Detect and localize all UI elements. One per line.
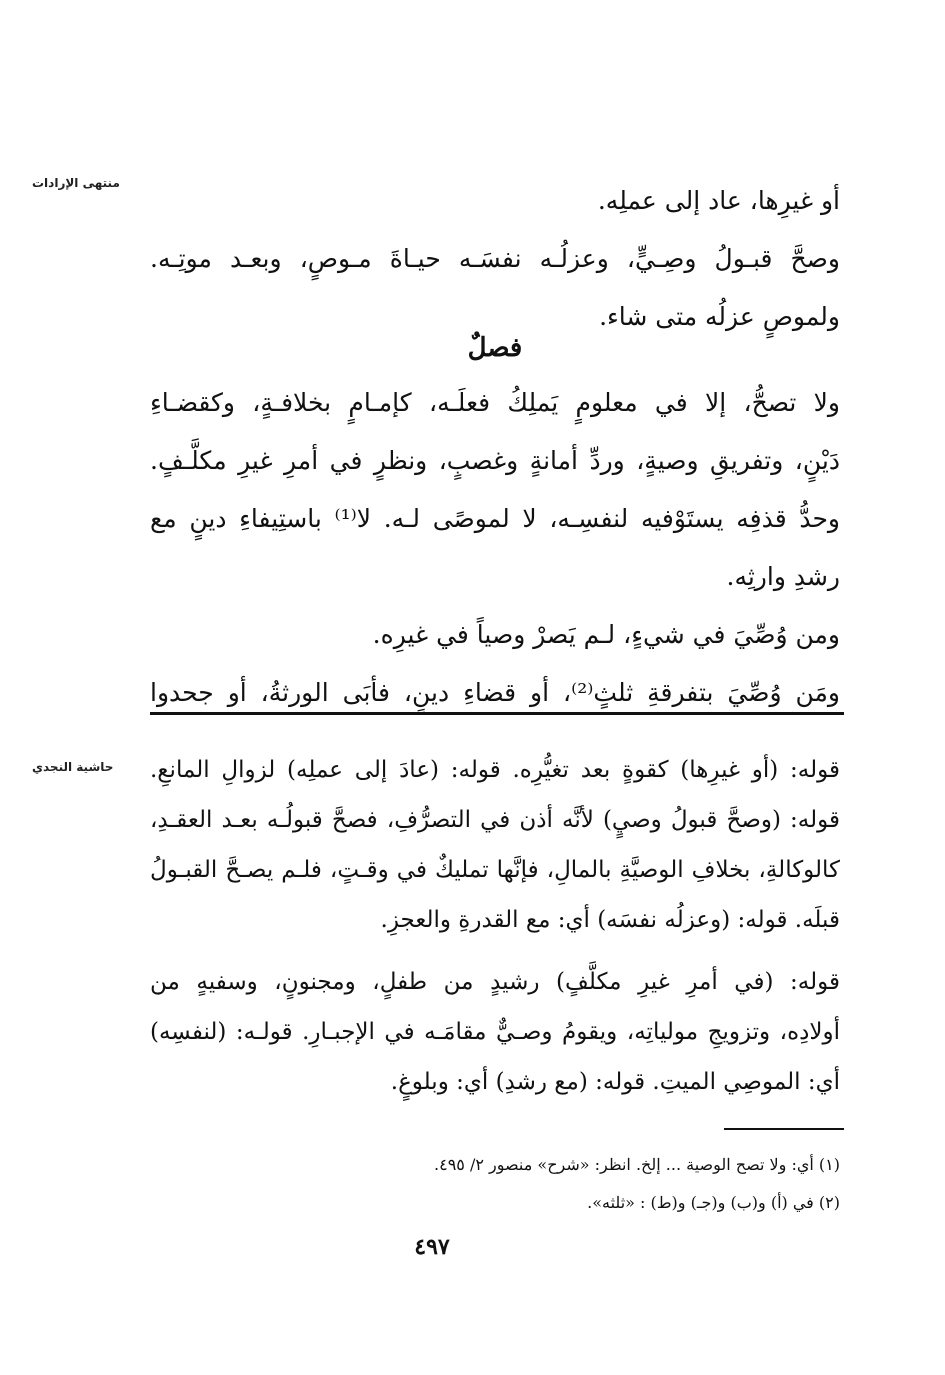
main-line: أو غيرِها، عاد إلى عملِه. <box>597 186 840 215</box>
commentary-text <box>150 745 840 1107</box>
commentary-line: كالوكالةِ، بخلافِ الوصيَّةِ بالمالِ، فإنَّها تمليكٌ في وقـتٍ، فلـم يصـحَّ القبـولُ <box>150 857 840 883</box>
section-heading: فصلٌ <box>467 333 523 363</box>
main-line: ومَن وُصِّيَ بتفرقةِ ثلثٍ⁽²⁾، أو قضاءِ دينٍ، فأبَى الورثةُ، أو جحدوا <box>150 678 840 707</box>
main-text-upper <box>150 172 840 346</box>
main-line: وصحَّ قبـولُ وصِـيٍّ، وعزلُـه نفسَـه حيـاةَ مـوصٍ، وبعـد موتِـه. <box>150 244 840 273</box>
commentary-line: قبلَه. قوله: (وعزلُه نفسَه) أي: مع القدرةِ والعجزِ. <box>380 907 840 933</box>
main-divider-rule <box>150 712 844 715</box>
main-line: وحدُّ قذفِه يستَوْفيه لنفسِـه، لا لموصًى لـه. لا⁽¹⁾ باستِيفاءِ دينٍ مع <box>150 504 840 533</box>
main-line: رشدِ وارثِه. <box>726 562 840 591</box>
side-label-commentary-title: حاشية النجدي <box>32 760 114 774</box>
side-label-source-title: منتهى الإرادات <box>32 176 120 190</box>
footnote-1: (١) أي: ولا تصح الوصية ... إلخ. انظر: «شرح» منصور ٢/ ٤٩٥. <box>434 1155 840 1174</box>
commentary-line: قوله: (وصحَّ قبولُ وصيٍ) لأنَّه أذن في التصرُّفِ، فصحَّ قبولُـه بعـد العقـدِ، <box>150 807 840 833</box>
footnote-divider-rule <box>724 1128 844 1130</box>
footnote-2: (٢) في (أ) و(ب) و(جـ) و(ط) : «ثلثه». <box>587 1193 840 1212</box>
commentary-line: قوله: (في أمرِ غيرِ مكلَّفٍ) رشيدٍ من طفلٍ، ومجنونٍ، وسفيهٍ من <box>150 969 840 995</box>
footnotes <box>150 1146 840 1222</box>
main-line: دَيْنٍ، وتفريقِ وصيةٍ، وردِّ أمانةٍ وغصبٍ، ونظرٍ في أمرِ غيرِ مكلَّـفٍ. <box>150 446 840 475</box>
main-line: ولا تصحُّ، إلا في معلومٍ يَملِكُ فعلَـه، كإمـامٍ بخلافـةٍ، وكقضـاءِ <box>150 388 840 417</box>
main-line: ومن وُصِّيَ في شيءٍ، لـم يَصرْ وصياً في غيرِه. <box>372 620 840 649</box>
page-number: ٤٩٧ <box>414 1234 450 1260</box>
commentary-line: قوله: (أو غيرِها) كقوةٍ بعد تغيُّرِه. قوله: (عادَ إلى عملِه) لزوالِ المانعِ. <box>150 757 840 783</box>
main-line: ولموصٍ عزلُه متى شاء. <box>599 302 840 331</box>
commentary-line: أي: الموصِي الميتِ. قوله: (مع رشدِ) أي: وبلوغٍ. <box>390 1069 840 1095</box>
commentary-line: أولادِه، وتزويجِ مولياتِه، ويقومُ وصـيٌّ مقامَـه في الإجبـارِ. قولـه: (لنفسِه) <box>150 1019 840 1045</box>
main-text-lower <box>150 374 840 722</box>
paragraph-gap <box>150 945 840 957</box>
